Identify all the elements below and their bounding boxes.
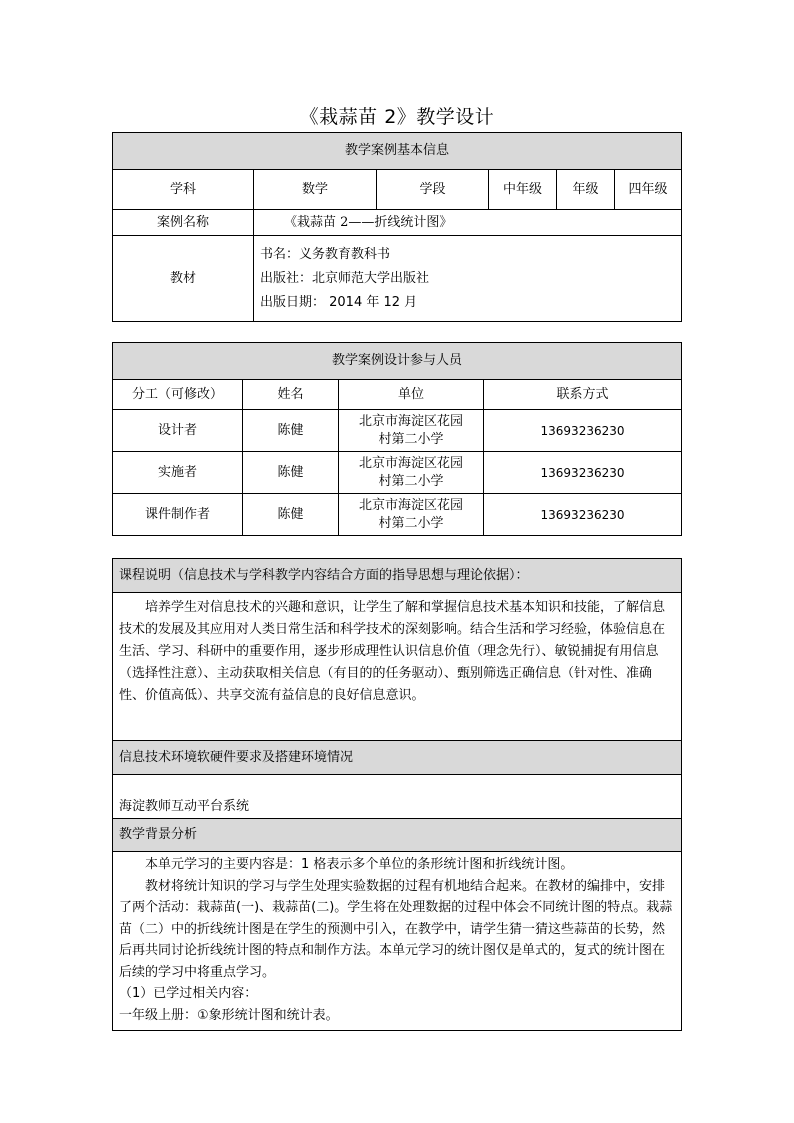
env-body: 海淀教师互动平台系统 (113, 775, 682, 819)
unit-cell: 北京市海淀区花园村第二小学 (339, 494, 484, 536)
bg-paragraph-1: 本单元学习的主要内容是：1 格表示多个单位的条形统计图和折线统计图。 (145, 857, 574, 872)
basic-info-header: 教学案例基本信息 (113, 133, 682, 170)
stage-label: 学段 (377, 170, 489, 210)
bg-grade1: 一年级上册：①象形统计图和统计表。 (119, 1007, 339, 1023)
bg-learned: （1）已学过相关内容： (119, 986, 258, 1001)
case-name-label: 案例名称 (113, 210, 254, 236)
course-body (113, 593, 682, 741)
textbook-date: 出版日期： 2014 年 12 月 (260, 294, 418, 310)
grade-value: 四年级 (615, 170, 682, 210)
participants-header: 教学案例设计参与人员 (113, 343, 682, 380)
phone-cell: 13693236230 (484, 410, 682, 452)
col-name: 姓名 (243, 380, 339, 410)
textbook-publisher: 出版社：北京师范大学出版社 (260, 270, 430, 286)
textbook-title: 书名：义务教育教科书 (260, 246, 391, 262)
subject-value: 数学 (254, 170, 377, 210)
course-header: 课程说明（信息技术与学科教学内容结合方面的指导思想与理论依据）： (113, 559, 682, 593)
textbook-label: 教材 (113, 236, 254, 322)
participants-table (112, 342, 682, 536)
bg-body (113, 852, 682, 1031)
env-header: 信息技术环境软硬件要求及搭建环境情况 (113, 741, 682, 775)
col-unit: 单位 (339, 380, 484, 410)
basic-info-table (112, 132, 682, 322)
role-cell: 课件制作者 (113, 494, 243, 536)
grade-label: 年级 (557, 170, 615, 210)
name-cell: 陈健 (243, 452, 339, 494)
course-paragraph: 培养学生对信息技术的兴趣和意识，让学生了解和掌握信息技术基本知识和技能，了解信息技术的发展及其应用对人类日常生活和科学技术的深刻影响。结合生活和学习经验，体验信息在生活、学习、科研中的重要作用，逐步形成理性认识信息价值（理念先行）、敏锐捕捉有用信息（选择性注意）、主动获取相关信息（有目的的任务驱动）、甄别筛选正确信息（针对性、准确性、价值高低）、共享交流有益信息的良好信息意识。 (119, 600, 666, 703)
unit-cell: 北京市海淀区花园村第二小学 (339, 452, 484, 494)
unit-cell: 北京市海淀区花园村第二小学 (339, 410, 484, 452)
table-row (113, 410, 682, 452)
bg-header: 教学背景分析 (113, 819, 682, 852)
case-name-value: 《栽蒜苗 2——折线统计图》 (254, 210, 682, 236)
table-row (113, 452, 682, 494)
role-cell: 设计者 (113, 410, 243, 452)
bg-paragraph-2: 教材将统计知识的学习与学生处理实验数据的过程有机地结合起来。在教材的编排中，安排了两个活动：栽蒜苗(一)、栽蒜苗(二)。学生将在处理数据的过程中体会不同统计图的特点。栽蒜苗（二）中的折线统计图是在学生的预测中引入，在教学中，请学生猜一猜这些蒜苗的长势，然后再共同讨论折线统计图的特点和制作方法。本单元学习的统计图仅是单式的，复式的统计图在后续的学习中将重点学习。 (119, 878, 673, 980)
col-role: 分工（可修改） (113, 380, 243, 410)
name-cell: 陈健 (243, 494, 339, 536)
course-table (112, 558, 682, 1031)
phone-cell: 13693236230 (484, 452, 682, 494)
col-contact: 联系方式 (484, 380, 682, 410)
textbook-info (254, 236, 682, 322)
stage-value: 中年级 (489, 170, 557, 210)
page-title: 《栽蒜苗 2》教学设计 (299, 106, 495, 128)
subject-label: 学科 (113, 170, 254, 210)
role-cell: 实施者 (113, 452, 243, 494)
name-cell: 陈健 (243, 410, 339, 452)
table-row (113, 494, 682, 536)
phone-cell: 13693236230 (484, 494, 682, 536)
